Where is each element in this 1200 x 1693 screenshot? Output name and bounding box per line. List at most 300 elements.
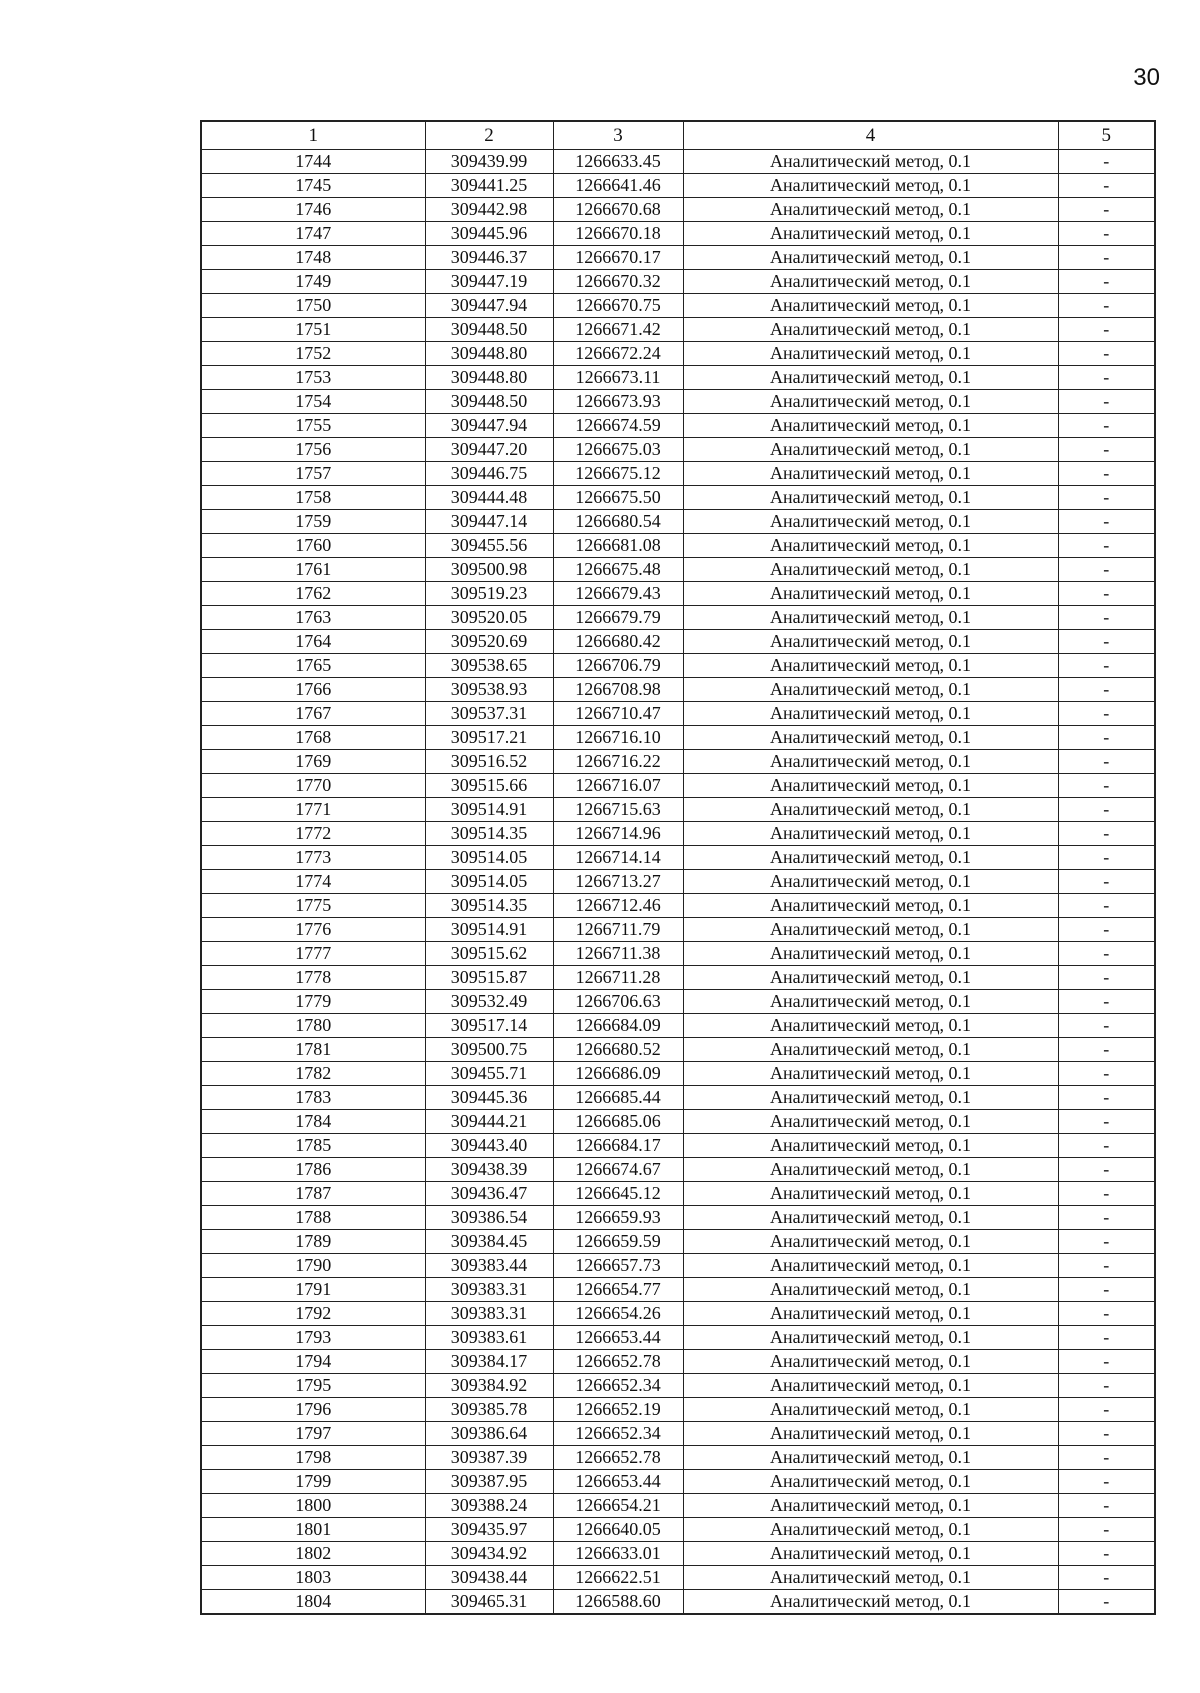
point-number-cell: 1803	[202, 1566, 425, 1590]
note-cell: -	[1058, 702, 1154, 726]
method-cell: Аналитический метод, 0.1	[683, 750, 1058, 774]
note-cell: -	[1058, 1398, 1154, 1422]
note-cell: -	[1058, 246, 1154, 270]
table-row	[202, 1374, 1154, 1398]
y-coordinate-cell: 1266670.68	[553, 198, 683, 222]
table-row	[202, 942, 1154, 966]
note-cell: -	[1058, 1494, 1154, 1518]
y-coordinate-cell: 1266685.06	[553, 1110, 683, 1134]
x-coordinate-cell: 309448.80	[425, 366, 553, 390]
x-coordinate-cell: 309515.66	[425, 774, 553, 798]
y-coordinate-cell: 1266685.44	[553, 1086, 683, 1110]
x-coordinate-cell: 309448.50	[425, 318, 553, 342]
note-cell: -	[1058, 150, 1154, 174]
method-cell: Аналитический метод, 0.1	[683, 366, 1058, 390]
point-number-cell: 1770	[202, 774, 425, 798]
table-row	[202, 630, 1154, 654]
point-number-cell: 1763	[202, 606, 425, 630]
y-coordinate-cell: 1266654.26	[553, 1302, 683, 1326]
table-row	[202, 1182, 1154, 1206]
point-number-cell: 1778	[202, 966, 425, 990]
x-coordinate-cell: 309515.87	[425, 966, 553, 990]
y-coordinate-cell: 1266654.21	[553, 1494, 683, 1518]
point-number-cell: 1756	[202, 438, 425, 462]
x-coordinate-cell: 309441.25	[425, 174, 553, 198]
y-coordinate-cell: 1266706.63	[553, 990, 683, 1014]
x-coordinate-cell: 309383.44	[425, 1254, 553, 1278]
y-coordinate-cell: 1266673.93	[553, 390, 683, 414]
y-coordinate-cell: 1266679.43	[553, 582, 683, 606]
y-coordinate-cell: 1266657.73	[553, 1254, 683, 1278]
y-coordinate-cell: 1266686.09	[553, 1062, 683, 1086]
note-cell: -	[1058, 870, 1154, 894]
y-coordinate-cell: 1266652.34	[553, 1422, 683, 1446]
y-coordinate-cell: 1266711.79	[553, 918, 683, 942]
y-coordinate-cell: 1266674.67	[553, 1158, 683, 1182]
point-number-cell: 1768	[202, 726, 425, 750]
table-row	[202, 894, 1154, 918]
method-cell: Аналитический метод, 0.1	[683, 630, 1058, 654]
y-coordinate-cell: 1266659.93	[553, 1206, 683, 1230]
point-number-cell: 1774	[202, 870, 425, 894]
method-cell: Аналитический метод, 0.1	[683, 414, 1058, 438]
method-cell: Аналитический метод, 0.1	[683, 558, 1058, 582]
point-number-cell: 1800	[202, 1494, 425, 1518]
x-coordinate-cell: 309500.98	[425, 558, 553, 582]
method-cell: Аналитический метод, 0.1	[683, 1590, 1058, 1614]
method-cell: Аналитический метод, 0.1	[683, 1398, 1058, 1422]
table-row	[202, 1302, 1154, 1326]
table-row	[202, 270, 1154, 294]
point-number-cell: 1749	[202, 270, 425, 294]
method-cell: Аналитический метод, 0.1	[683, 1374, 1058, 1398]
point-number-cell: 1797	[202, 1422, 425, 1446]
y-coordinate-cell: 1266654.77	[553, 1278, 683, 1302]
point-number-cell: 1780	[202, 1014, 425, 1038]
point-number-cell: 1765	[202, 654, 425, 678]
x-coordinate-cell: 309385.78	[425, 1398, 553, 1422]
table-row	[202, 462, 1154, 486]
x-coordinate-cell: 309388.24	[425, 1494, 553, 1518]
column-header-5: 5	[1058, 122, 1154, 150]
x-coordinate-cell: 309516.52	[425, 750, 553, 774]
table-row	[202, 534, 1154, 558]
method-cell: Аналитический метод, 0.1	[683, 582, 1058, 606]
y-coordinate-cell: 1266670.18	[553, 222, 683, 246]
table-row	[202, 702, 1154, 726]
note-cell: -	[1058, 630, 1154, 654]
x-coordinate-cell: 309445.36	[425, 1086, 553, 1110]
method-cell: Аналитический метод, 0.1	[683, 174, 1058, 198]
x-coordinate-cell: 309383.61	[425, 1326, 553, 1350]
note-cell: -	[1058, 1254, 1154, 1278]
column-header-4: 4	[683, 122, 1058, 150]
note-cell: -	[1058, 918, 1154, 942]
table-row	[202, 1062, 1154, 1086]
note-cell: -	[1058, 438, 1154, 462]
point-number-cell: 1790	[202, 1254, 425, 1278]
note-cell: -	[1058, 774, 1154, 798]
table-row	[202, 870, 1154, 894]
method-cell: Аналитический метод, 0.1	[683, 1134, 1058, 1158]
method-cell: Аналитический метод, 0.1	[683, 150, 1058, 174]
x-coordinate-cell: 309438.44	[425, 1566, 553, 1590]
table-row	[202, 1446, 1154, 1470]
note-cell: -	[1058, 822, 1154, 846]
point-number-cell: 1782	[202, 1062, 425, 1086]
method-cell: Аналитический метод, 0.1	[683, 870, 1058, 894]
table-row	[202, 558, 1154, 582]
method-cell: Аналитический метод, 0.1	[683, 1446, 1058, 1470]
note-cell: -	[1058, 1134, 1154, 1158]
table-row	[202, 1206, 1154, 1230]
method-cell: Аналитический метод, 0.1	[683, 1350, 1058, 1374]
y-coordinate-cell: 1266716.22	[553, 750, 683, 774]
y-coordinate-cell: 1266716.10	[553, 726, 683, 750]
method-cell: Аналитический метод, 0.1	[683, 726, 1058, 750]
table-row	[202, 222, 1154, 246]
point-number-cell: 1753	[202, 366, 425, 390]
y-coordinate-cell: 1266710.47	[553, 702, 683, 726]
x-coordinate-cell: 309514.05	[425, 870, 553, 894]
point-number-cell: 1773	[202, 846, 425, 870]
method-cell: Аналитический метод, 0.1	[683, 1422, 1058, 1446]
x-coordinate-cell: 309515.62	[425, 942, 553, 966]
x-coordinate-cell: 309384.45	[425, 1230, 553, 1254]
method-cell: Аналитический метод, 0.1	[683, 990, 1058, 1014]
x-coordinate-cell: 309448.80	[425, 342, 553, 366]
x-coordinate-cell: 309445.96	[425, 222, 553, 246]
note-cell: -	[1058, 294, 1154, 318]
x-coordinate-cell: 309514.35	[425, 894, 553, 918]
table-row	[202, 750, 1154, 774]
y-coordinate-cell: 1266716.07	[553, 774, 683, 798]
page-number: 30	[1133, 64, 1160, 91]
y-coordinate-cell: 1266679.79	[553, 606, 683, 630]
point-number-cell: 1745	[202, 174, 425, 198]
note-cell: -	[1058, 1086, 1154, 1110]
y-coordinate-cell: 1266712.46	[553, 894, 683, 918]
y-coordinate-cell: 1266672.24	[553, 342, 683, 366]
y-coordinate-cell: 1266652.19	[553, 1398, 683, 1422]
method-cell: Аналитический метод, 0.1	[683, 462, 1058, 486]
column-header-1: 1	[202, 122, 425, 150]
point-number-cell: 1750	[202, 294, 425, 318]
table-row	[202, 1422, 1154, 1446]
table-row	[202, 1518, 1154, 1542]
x-coordinate-cell: 309447.19	[425, 270, 553, 294]
y-coordinate-cell: 1266633.45	[553, 150, 683, 174]
x-coordinate-cell: 309514.91	[425, 798, 553, 822]
method-cell: Аналитический метод, 0.1	[683, 534, 1058, 558]
method-cell: Аналитический метод, 0.1	[683, 1470, 1058, 1494]
method-cell: Аналитический метод, 0.1	[683, 846, 1058, 870]
note-cell: -	[1058, 1422, 1154, 1446]
point-number-cell: 1787	[202, 1182, 425, 1206]
point-number-cell: 1788	[202, 1206, 425, 1230]
y-coordinate-cell: 1266652.78	[553, 1446, 683, 1470]
note-cell: -	[1058, 966, 1154, 990]
method-cell: Аналитический метод, 0.1	[683, 1494, 1058, 1518]
y-coordinate-cell: 1266711.38	[553, 942, 683, 966]
table-row	[202, 1134, 1154, 1158]
point-number-cell: 1798	[202, 1446, 425, 1470]
point-number-cell: 1752	[202, 342, 425, 366]
y-coordinate-cell: 1266715.63	[553, 798, 683, 822]
table-row	[202, 414, 1154, 438]
note-cell: -	[1058, 606, 1154, 630]
method-cell: Аналитический метод, 0.1	[683, 1038, 1058, 1062]
point-number-cell: 1799	[202, 1470, 425, 1494]
method-cell: Аналитический метод, 0.1	[683, 510, 1058, 534]
table-row	[202, 846, 1154, 870]
point-number-cell: 1760	[202, 534, 425, 558]
x-coordinate-cell: 309443.40	[425, 1134, 553, 1158]
note-cell: -	[1058, 1470, 1154, 1494]
note-cell: -	[1058, 174, 1154, 198]
point-number-cell: 1794	[202, 1350, 425, 1374]
table-row	[202, 1278, 1154, 1302]
coordinates-table-wrapper	[200, 120, 1156, 1615]
method-cell: Аналитический метод, 0.1	[683, 918, 1058, 942]
method-cell: Аналитический метод, 0.1	[683, 1062, 1058, 1086]
table-row	[202, 1542, 1154, 1566]
table-row	[202, 390, 1154, 414]
x-coordinate-cell: 309387.95	[425, 1470, 553, 1494]
note-cell: -	[1058, 510, 1154, 534]
y-coordinate-cell: 1266671.42	[553, 318, 683, 342]
x-coordinate-cell: 309538.65	[425, 654, 553, 678]
y-coordinate-cell: 1266714.14	[553, 846, 683, 870]
point-number-cell: 1785	[202, 1134, 425, 1158]
x-coordinate-cell: 309500.75	[425, 1038, 553, 1062]
method-cell: Аналитический метод, 0.1	[683, 1542, 1058, 1566]
point-number-cell: 1786	[202, 1158, 425, 1182]
note-cell: -	[1058, 462, 1154, 486]
note-cell: -	[1058, 1158, 1154, 1182]
note-cell: -	[1058, 1278, 1154, 1302]
y-coordinate-cell: 1266588.60	[553, 1590, 683, 1614]
table-row	[202, 366, 1154, 390]
x-coordinate-cell: 309447.94	[425, 294, 553, 318]
y-coordinate-cell: 1266680.54	[553, 510, 683, 534]
y-coordinate-cell: 1266684.17	[553, 1134, 683, 1158]
y-coordinate-cell: 1266652.78	[553, 1350, 683, 1374]
x-coordinate-cell: 309446.75	[425, 462, 553, 486]
note-cell: -	[1058, 798, 1154, 822]
note-cell: -	[1058, 486, 1154, 510]
x-coordinate-cell: 309514.91	[425, 918, 553, 942]
point-number-cell: 1801	[202, 1518, 425, 1542]
point-number-cell: 1792	[202, 1302, 425, 1326]
x-coordinate-cell: 309514.05	[425, 846, 553, 870]
note-cell: -	[1058, 1374, 1154, 1398]
method-cell: Аналитический метод, 0.1	[683, 678, 1058, 702]
column-header-2: 2	[425, 122, 553, 150]
note-cell: -	[1058, 198, 1154, 222]
column-header-3: 3	[553, 122, 683, 150]
y-coordinate-cell: 1266674.59	[553, 414, 683, 438]
x-coordinate-cell: 309444.48	[425, 486, 553, 510]
table-row	[202, 1494, 1154, 1518]
point-number-cell: 1776	[202, 918, 425, 942]
x-coordinate-cell: 309455.71	[425, 1062, 553, 1086]
table-row	[202, 606, 1154, 630]
point-number-cell: 1784	[202, 1110, 425, 1134]
method-cell: Аналитический метод, 0.1	[683, 966, 1058, 990]
method-cell: Аналитический метод, 0.1	[683, 606, 1058, 630]
table-row	[202, 1326, 1154, 1350]
x-coordinate-cell: 309436.47	[425, 1182, 553, 1206]
table-row	[202, 1038, 1154, 1062]
table-row	[202, 726, 1154, 750]
y-coordinate-cell: 1266708.98	[553, 678, 683, 702]
x-coordinate-cell: 309520.05	[425, 606, 553, 630]
x-coordinate-cell: 309434.92	[425, 1542, 553, 1566]
note-cell: -	[1058, 1518, 1154, 1542]
point-number-cell: 1796	[202, 1398, 425, 1422]
point-number-cell: 1779	[202, 990, 425, 1014]
y-coordinate-cell: 1266640.05	[553, 1518, 683, 1542]
note-cell: -	[1058, 1062, 1154, 1086]
point-number-cell: 1755	[202, 414, 425, 438]
point-number-cell: 1746	[202, 198, 425, 222]
note-cell: -	[1058, 726, 1154, 750]
x-coordinate-cell: 309517.14	[425, 1014, 553, 1038]
table-row	[202, 774, 1154, 798]
point-number-cell: 1757	[202, 462, 425, 486]
method-cell: Аналитический метод, 0.1	[683, 318, 1058, 342]
note-cell: -	[1058, 534, 1154, 558]
method-cell: Аналитический метод, 0.1	[683, 342, 1058, 366]
method-cell: Аналитический метод, 0.1	[683, 294, 1058, 318]
method-cell: Аналитический метод, 0.1	[683, 438, 1058, 462]
point-number-cell: 1744	[202, 150, 425, 174]
note-cell: -	[1058, 318, 1154, 342]
point-number-cell: 1764	[202, 630, 425, 654]
method-cell: Аналитический метод, 0.1	[683, 1254, 1058, 1278]
table-row	[202, 654, 1154, 678]
x-coordinate-cell: 309465.31	[425, 1590, 553, 1614]
point-number-cell: 1766	[202, 678, 425, 702]
table-row	[202, 798, 1154, 822]
x-coordinate-cell: 309384.92	[425, 1374, 553, 1398]
note-cell: -	[1058, 342, 1154, 366]
note-cell: -	[1058, 582, 1154, 606]
method-cell: Аналитический метод, 0.1	[683, 654, 1058, 678]
point-number-cell: 1781	[202, 1038, 425, 1062]
x-coordinate-cell: 309435.97	[425, 1518, 553, 1542]
y-coordinate-cell: 1266653.44	[553, 1470, 683, 1494]
point-number-cell: 1754	[202, 390, 425, 414]
y-coordinate-cell: 1266659.59	[553, 1230, 683, 1254]
point-number-cell: 1772	[202, 822, 425, 846]
table-row	[202, 1158, 1154, 1182]
y-coordinate-cell: 1266645.12	[553, 1182, 683, 1206]
method-cell: Аналитический метод, 0.1	[683, 486, 1058, 510]
point-number-cell: 1771	[202, 798, 425, 822]
table-row	[202, 342, 1154, 366]
point-number-cell: 1761	[202, 558, 425, 582]
x-coordinate-cell: 309387.39	[425, 1446, 553, 1470]
note-cell: -	[1058, 366, 1154, 390]
x-coordinate-cell: 309444.21	[425, 1110, 553, 1134]
y-coordinate-cell: 1266675.48	[553, 558, 683, 582]
point-number-cell: 1748	[202, 246, 425, 270]
note-cell: -	[1058, 678, 1154, 702]
note-cell: -	[1058, 390, 1154, 414]
table-row	[202, 1086, 1154, 1110]
point-number-cell: 1747	[202, 222, 425, 246]
method-cell: Аналитический метод, 0.1	[683, 222, 1058, 246]
method-cell: Аналитический метод, 0.1	[683, 798, 1058, 822]
table-row	[202, 1398, 1154, 1422]
method-cell: Аналитический метод, 0.1	[683, 774, 1058, 798]
note-cell: -	[1058, 1206, 1154, 1230]
method-cell: Аналитический метод, 0.1	[683, 1158, 1058, 1182]
table-row	[202, 486, 1154, 510]
y-coordinate-cell: 1266633.01	[553, 1542, 683, 1566]
method-cell: Аналитический метод, 0.1	[683, 1326, 1058, 1350]
y-coordinate-cell: 1266641.46	[553, 174, 683, 198]
table-row	[202, 1470, 1154, 1494]
note-cell: -	[1058, 270, 1154, 294]
coordinates-table	[202, 121, 1154, 1613]
method-cell: Аналитический метод, 0.1	[683, 1518, 1058, 1542]
method-cell: Аналитический метод, 0.1	[683, 942, 1058, 966]
note-cell: -	[1058, 942, 1154, 966]
x-coordinate-cell: 309447.94	[425, 414, 553, 438]
note-cell: -	[1058, 750, 1154, 774]
x-coordinate-cell: 309447.14	[425, 510, 553, 534]
point-number-cell: 1793	[202, 1326, 425, 1350]
table-row	[202, 1230, 1154, 1254]
y-coordinate-cell: 1266684.09	[553, 1014, 683, 1038]
point-number-cell: 1759	[202, 510, 425, 534]
table-row	[202, 582, 1154, 606]
table-row	[202, 318, 1154, 342]
method-cell: Аналитический метод, 0.1	[683, 1566, 1058, 1590]
note-cell: -	[1058, 894, 1154, 918]
method-cell: Аналитический метод, 0.1	[683, 198, 1058, 222]
method-cell: Аналитический метод, 0.1	[683, 1014, 1058, 1038]
table-row	[202, 150, 1154, 174]
x-coordinate-cell: 309386.54	[425, 1206, 553, 1230]
y-coordinate-cell: 1266653.44	[553, 1326, 683, 1350]
point-number-cell: 1802	[202, 1542, 425, 1566]
point-number-cell: 1777	[202, 942, 425, 966]
x-coordinate-cell: 309538.93	[425, 678, 553, 702]
table-body	[202, 150, 1154, 1614]
y-coordinate-cell: 1266680.52	[553, 1038, 683, 1062]
x-coordinate-cell: 309442.98	[425, 198, 553, 222]
point-number-cell: 1758	[202, 486, 425, 510]
table-row	[202, 918, 1154, 942]
y-coordinate-cell: 1266670.32	[553, 270, 683, 294]
note-cell: -	[1058, 414, 1154, 438]
note-cell: -	[1058, 222, 1154, 246]
table-row	[202, 678, 1154, 702]
point-number-cell: 1751	[202, 318, 425, 342]
table-row	[202, 1590, 1154, 1614]
y-coordinate-cell: 1266675.50	[553, 486, 683, 510]
x-coordinate-cell: 309447.20	[425, 438, 553, 462]
x-coordinate-cell: 309383.31	[425, 1278, 553, 1302]
y-coordinate-cell: 1266675.12	[553, 462, 683, 486]
note-cell: -	[1058, 558, 1154, 582]
table-row	[202, 1110, 1154, 1134]
y-coordinate-cell: 1266670.75	[553, 294, 683, 318]
